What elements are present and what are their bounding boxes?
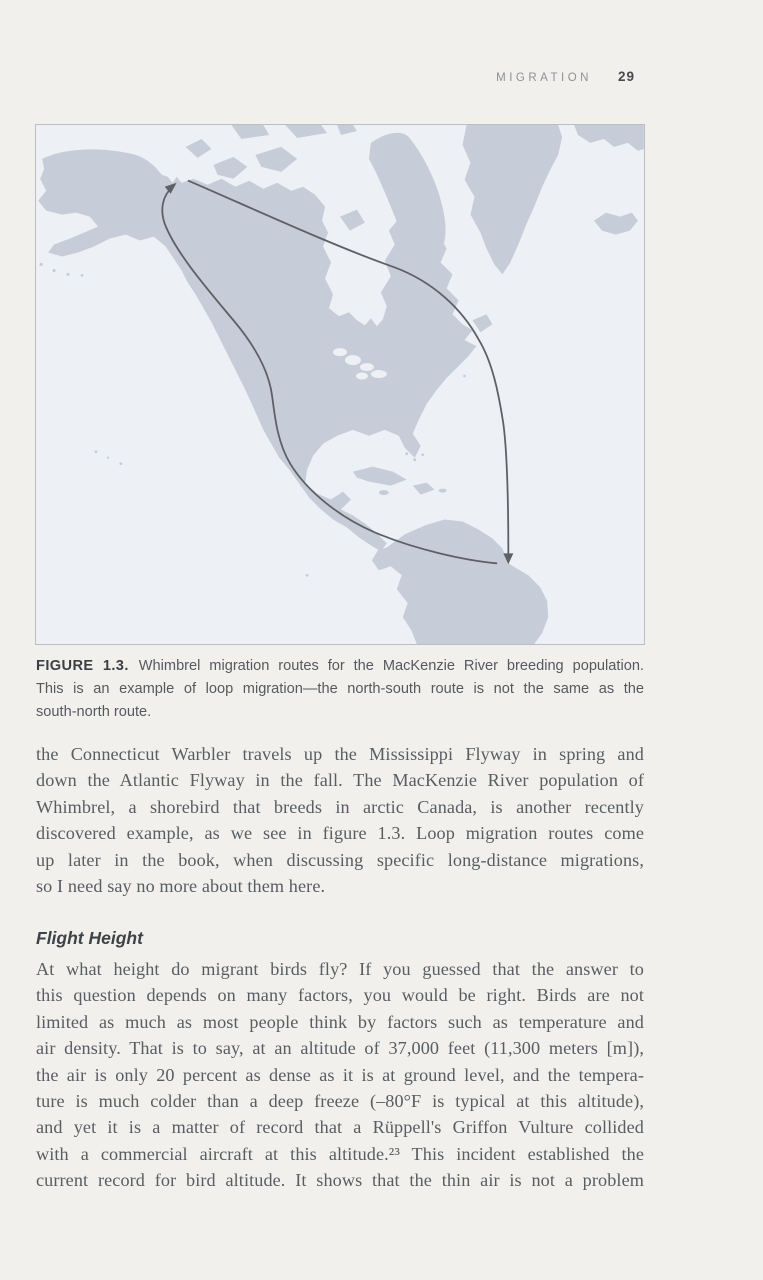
galapagos-islet: [306, 574, 309, 577]
caption-text: Whimbrel migration routes for the MacKenzie River breeding population.: [138, 658, 644, 674]
aleutian-islet: [66, 273, 69, 276]
text-line: the air is only 20 percent as dense as it is at ground level, and the tempera-: [36, 1064, 644, 1085]
section-title: MIGRATION: [496, 72, 592, 84]
text-line: the Connecticut Warbler travels up the Mississippi Flyway in spring and: [36, 744, 644, 764]
figure-caption: [36, 655, 644, 724]
puerto-rico: [439, 489, 447, 493]
text-line: ture is much colder than a deep freeze (–80°F is typical at this altitude),: [36, 1091, 644, 1112]
text-line: up later in the book, when discussing specific long-distance migrations,: [36, 849, 644, 870]
bahamas-islet: [421, 453, 424, 456]
lake: [360, 363, 374, 371]
text-line: Whimbrel, a shorebird that breeds in arctic Canada, is another recently: [36, 796, 644, 817]
hawaii-islet: [95, 450, 98, 453]
caption-line: [36, 655, 644, 678]
text-line: limited as much as most people think by factors such as temperature and: [36, 1011, 644, 1032]
text-line: with a commercial aircraft at this altitude.²³ This incident established the: [36, 1143, 644, 1164]
text-line: this question depends on many factors, you would be right. Birds are not: [36, 985, 644, 1006]
paragraph-flight-height: [36, 956, 644, 1194]
paragraph-loop-migration: [36, 741, 644, 899]
bermuda-islet: [463, 375, 466, 378]
text-line: so I need say no more about them here.: [36, 876, 326, 897]
running-head: [35, 68, 635, 86]
hawaii-islet: [119, 462, 122, 465]
text-line: air density. That is to say, at an altitude of 37,000 feet (11,300 meters [m]),: [36, 1038, 644, 1059]
caption-line: south-north route.: [36, 704, 152, 720]
text-line: down the Atlantic Flyway in the fall. The MacKenzie River population of: [36, 770, 644, 791]
hawaii-islet: [107, 457, 109, 459]
page-number: 29: [617, 69, 635, 84]
aleutian-islet: [81, 274, 84, 277]
lake: [356, 373, 368, 380]
jamaica: [379, 490, 389, 495]
text-line: current record for bird altitude. It shows that the thin air is not a problem: [36, 1170, 644, 1191]
bahamas-islet: [405, 452, 408, 455]
aleutian-islet: [53, 269, 56, 272]
caption-line: This is an example of loop migration—the north-south route is not the same as the: [36, 681, 644, 697]
figure-label: FIGURE 1.3.: [36, 658, 129, 674]
section-heading: Flight Height: [36, 928, 143, 948]
aleutian-islet: [40, 263, 43, 266]
figure-map-box: [35, 124, 645, 645]
migration-map: [36, 125, 644, 644]
text-line: discovered example, as we see in figure 1.3. Loop migration routes come: [36, 823, 644, 844]
lake: [371, 370, 387, 378]
lake: [333, 348, 347, 356]
bahamas-islet: [413, 458, 416, 461]
lake: [345, 355, 361, 365]
text-line: At what height do migrant birds fly? If you guessed that the answer to: [36, 959, 644, 979]
text-line: and yet it is a matter of record that a Rüppell's Griffon Vulture collided: [36, 1117, 644, 1138]
